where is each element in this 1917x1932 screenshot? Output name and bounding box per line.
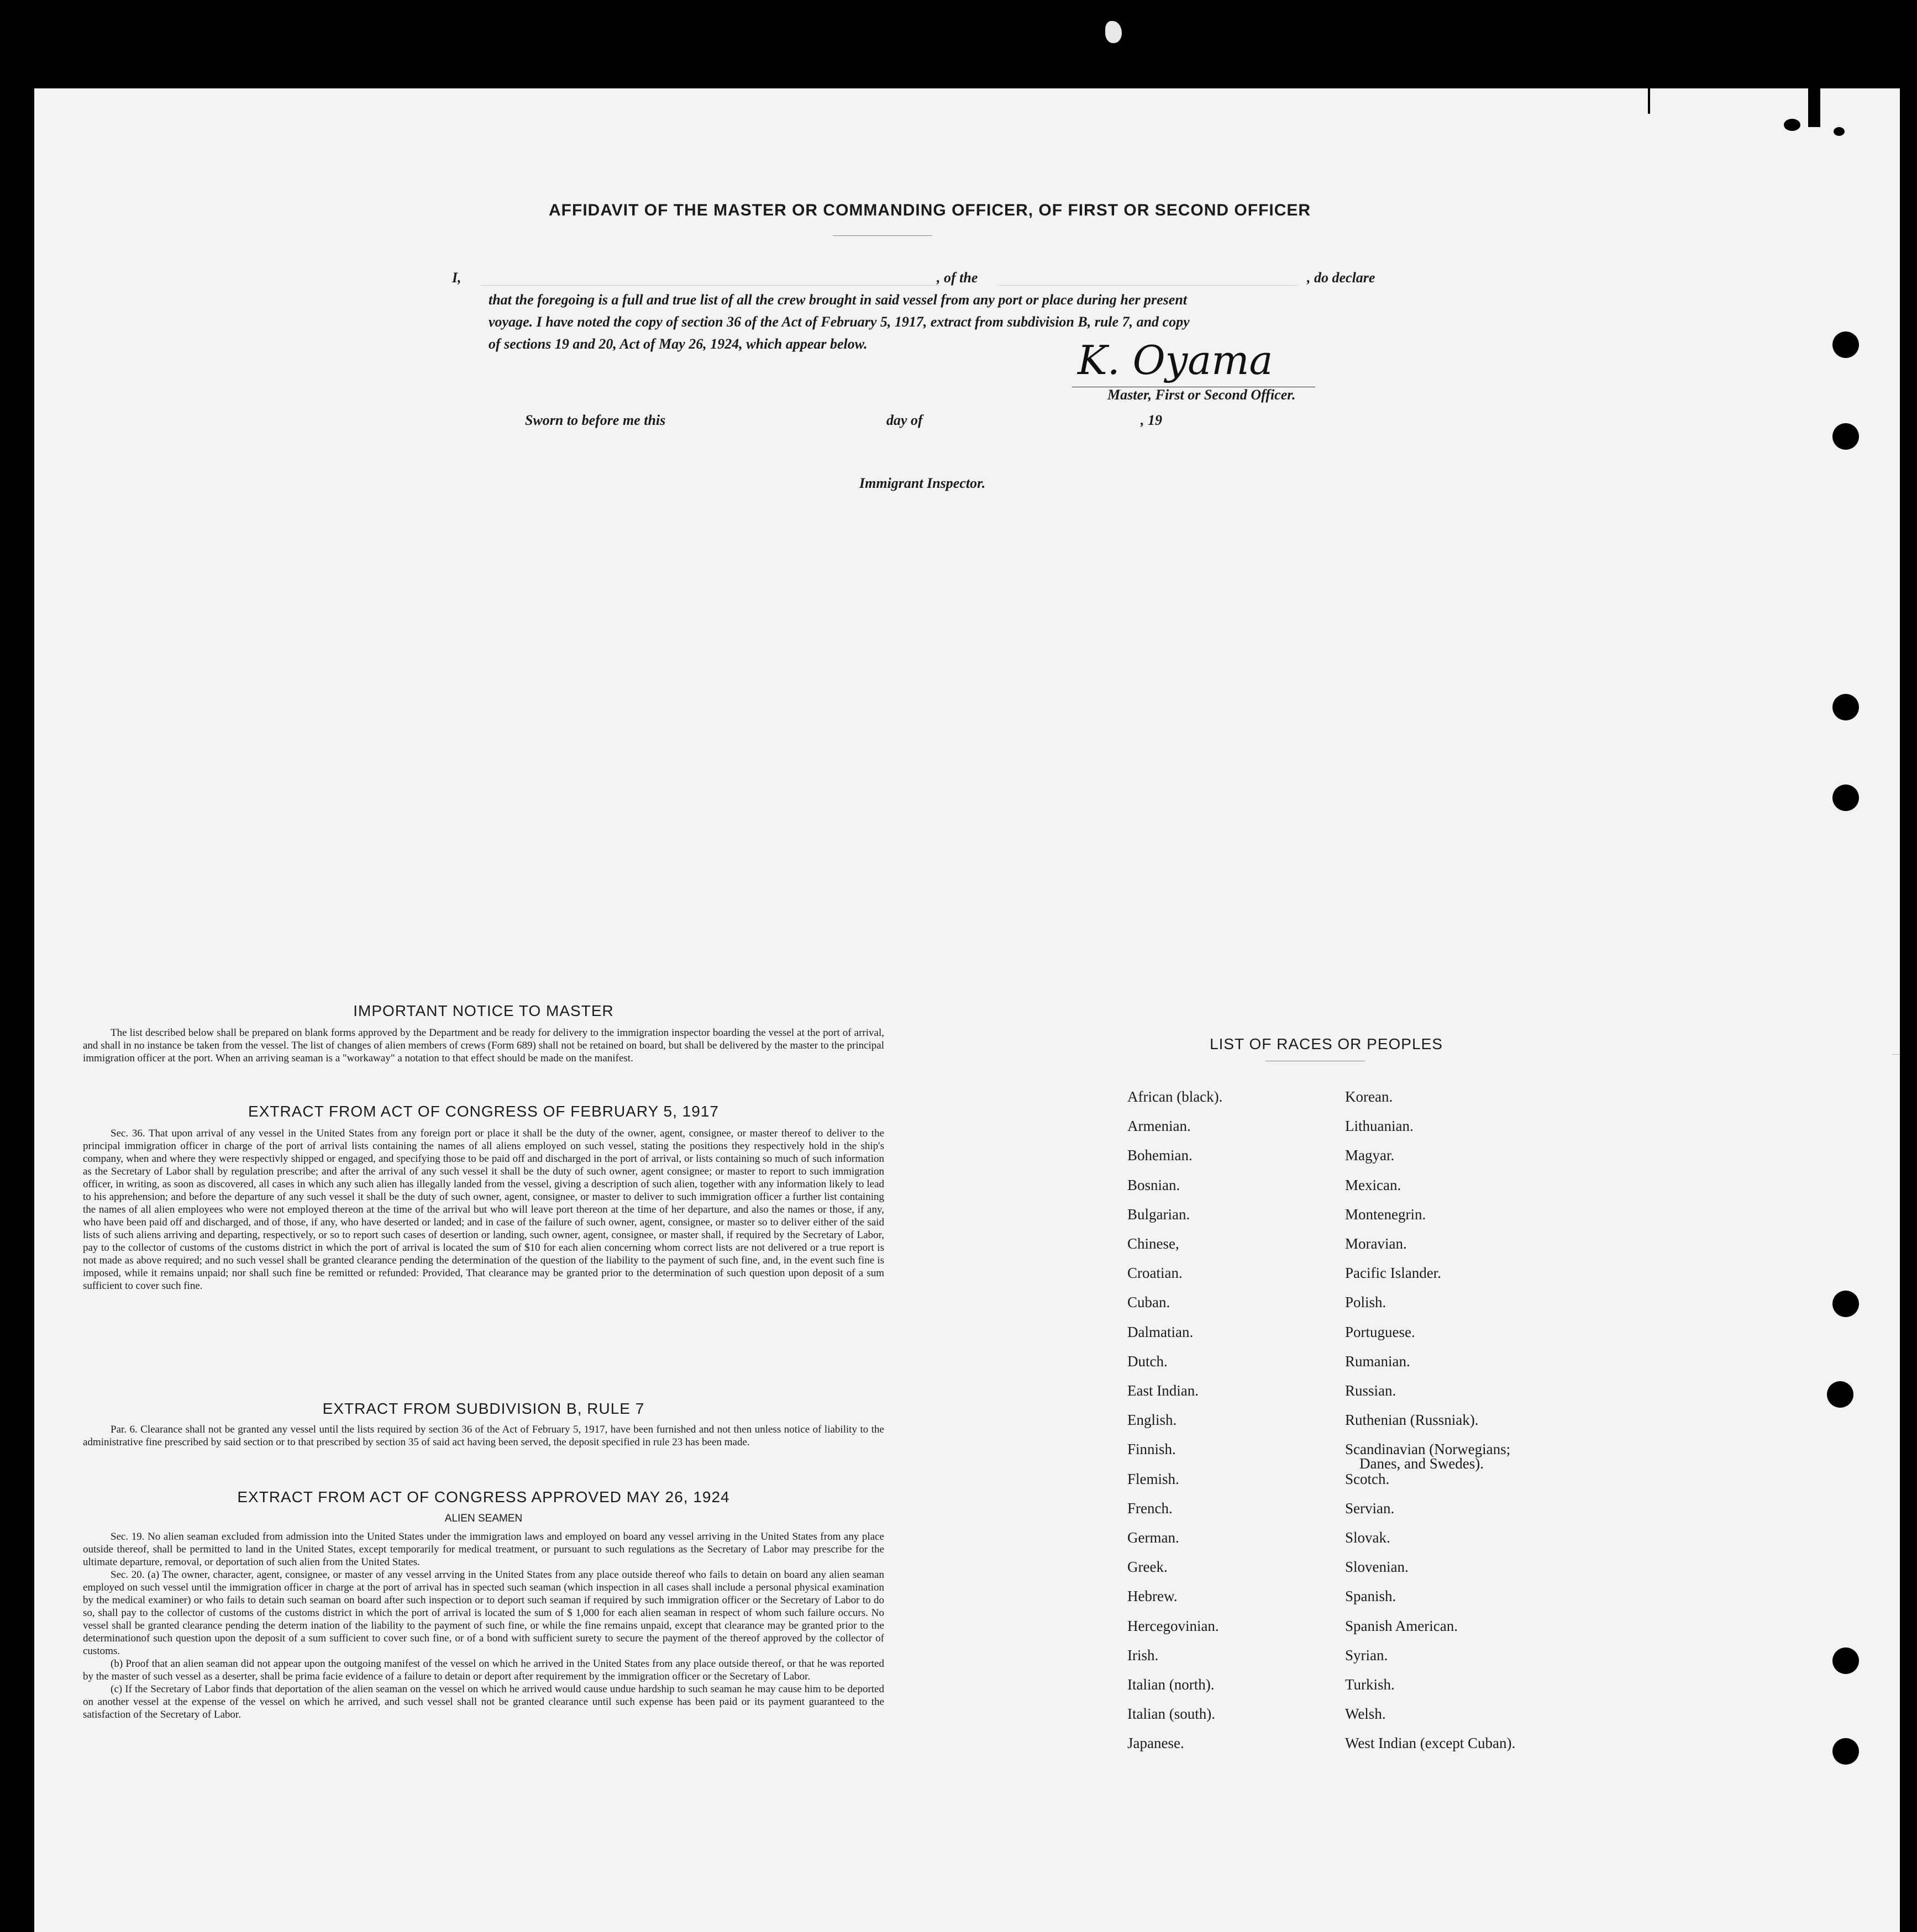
corner-mark-4 [1648, 88, 1650, 114]
race-item: Greek. [1127, 1559, 1168, 1576]
race-item: Rumanian. [1345, 1352, 1410, 1370]
sec-20a-paragraph: Sec. 20. (a) The owner, character, agent, consignee, or master of any vessel arrving in the United States from any place outside thereof who fails to detain on board any alien seaman employed on such vessel until the immigration officer in charge at the port of arrival has in spected such seaman (which inspection in all cases shall include a personal physical examination by the medical examiner) or who fails to detain such seaman on board after such inspection or to deport such seaman if required by such immigration officer or the Secretary of Labor to do so, shall pay to the collector of customs of the customs district in which the port of arrival is located the sum of $ 1,000 for each alien seaman in respect of whom such failure occurs. No vessel shall be granted clearance pending the determ ination of the liability to the payment of such fine, or while the fine remains unpaid, except that clearance may be granted prior to the determinationof such question upon the deposit of a sum sufficient to cover such fine, or of a bond with sufficient surety to secure the payment of the thereof approved by the collector of customs. [83, 1569, 884, 1657]
par-6-paragraph: Par. 6. Clearance shall not be granted any vessel until the lists required by section 36 of the Act of February 5, 1917, have been furnished and not then unless notice of liability to the administrative fine prescribed by said section or to that prescribed by section 35 of said act having been served, the deposit specified in rule 23 has been made. [83, 1424, 884, 1448]
race-item: Slovenian. [1345, 1559, 1409, 1576]
race-item: Finnish. [1127, 1441, 1176, 1458]
sworn-text: Sworn to before me this [525, 412, 666, 428]
sec-20c-paragraph: (c) If the Secretary of Labor finds that deportation of the alien seaman on the vessel on which he arrived would cause undue hardship to such seaman he may cause him to be deported on another vessel at the expense of the vessel on which he arrived, and such vessel shall not be granted clearance until such expense has been paid or its payment guaranteed to the satisfaction of the Secretary of Labor. [83, 1683, 884, 1720]
race-item: Slovak. [1345, 1529, 1390, 1546]
race-item: Russian. [1345, 1382, 1396, 1399]
corner-mark-1 [1808, 88, 1820, 127]
affidavit-title: AFFIDAVIT OF THE MASTER OR COMMANDING OFFICER, OF FIRST OR SECOND OFFICER [549, 201, 1311, 219]
punch-hole [1827, 1381, 1853, 1408]
race-item: African (black). [1127, 1088, 1223, 1105]
race-item: Scotch. [1345, 1470, 1390, 1487]
corner-mark-3 [1834, 127, 1845, 136]
race-item: Bulgarian. [1127, 1205, 1190, 1223]
sec-20b-paragraph: (b) Proof that an alien seaman did not appear upon the outgoing manifest of the vessel on which he arrived in the United States from any place outside thereof, or that he was reported by the master of such vessel as a deserter, shall be prima facie evidence of a failure to detain or deport after requirement by the immigration officer or the Secretary of Labor. [83, 1658, 884, 1682]
race-item: Japanese. [1127, 1735, 1184, 1752]
races-title: LIST OF RACES OR PEOPLES [1210, 1035, 1443, 1052]
race-item: Welsh. [1345, 1705, 1386, 1723]
race-item: Syrian. [1345, 1646, 1388, 1663]
inspector-text: Immigrant Inspector. [859, 475, 986, 491]
rule-7-text [83, 1423, 884, 1449]
race-item: Mexican. [1345, 1176, 1401, 1193]
vessel-blank [997, 285, 1299, 286]
race-item: French. [1127, 1499, 1173, 1517]
race-item: Italian (south). [1127, 1705, 1215, 1723]
race-item: Hercegovinian. [1127, 1617, 1219, 1634]
punch-hole [1832, 1291, 1859, 1317]
race-item: Magyar. [1345, 1147, 1395, 1164]
extract-1917-title: EXTRACT FROM ACT OF CONGRESS OF FEBRUARY 5, 1917 [248, 1103, 719, 1120]
race-item: West Indian (except Cuban). [1345, 1735, 1516, 1752]
extract-1924-title: EXTRACT FROM ACT OF CONGRESS APPROVED MAY 26, 1924 [237, 1488, 730, 1505]
race-item: Montenegrin. [1345, 1205, 1426, 1223]
punch-hole [1832, 1738, 1859, 1765]
affidavit-i: I, [452, 270, 461, 286]
race-item: German. [1127, 1529, 1179, 1546]
race-item: Dalmatian. [1127, 1323, 1194, 1340]
notice-title: IMPORTANT NOTICE TO MASTER [353, 1002, 614, 1019]
day-of-text: day of [886, 412, 923, 428]
race-item: Flemish. [1127, 1470, 1179, 1487]
year-text: , 19 [1141, 412, 1162, 428]
sec-36-paragraph: Sec. 36. That upon arrival of any vessel in the United States from any foreign port or place it shall be the duty of the owner, agent, consignee, or master thereof to deliver to the principal immigration officer in charge of the port of arrival lists containing the names of all aliens employed on such vessel, stating the positions they respectively hold in the ship's company, when and where they were respectivly shipped or engaged, and specifying those to be paid off and discharged in the port of arrival, or lists containing so much of such information as the Secretary of Labor shall by regulation prescribe; and after the arrival of any such vessel it shall be the duty of such owner, agent consignee; or master to report to such immigration officer, in writing, as soon as discovered, all cases in which any such alien has illegally landed from the vessel, giving a description of such alien, together with any information likely to lead to his apprehension; and before the departure of any such vessel it shall be the duty of such owner, agent, consignee, or master to deliver to such immigration officer a further list containing the names of all alien employees who were not employed thereon at the time of the arrival but who will leave port thereon at the time of her departure, and also the names or those, if any, who have been paid off and discharged, and of those, if any, who have deserted or landed; and in case of the failure of such owner, agent, consignee, or master so to deliver either of the said lists of such aliens arriving and departing, respectively, or so to report such cases of desertion or landing, such owner, agent, consignee, or master shall, if required by the Secretary of Labor, pay to the collector of customs of the customs district in which the port of arrival is located the sum of $10 for each alien concerning whom correct lists are not delivered or a true report is not made as above required; and no such vessel shall be granted clearance pending the determination of the question of the liability to the payment of such fine, and, in the event such fine is imposed, while it remains unpaid; nor shall such fine be remitted or refunded: Provided, That clearance may be granted prior to the determination of such question upon deposit of a sum sufficient to cover such fine. [83, 1128, 884, 1292]
race-item: East Indian. [1127, 1382, 1199, 1399]
race-item: Italian (north). [1127, 1676, 1215, 1693]
alien-seamen-subtitle: ALIEN SEAMEN [444, 1513, 523, 1524]
race-item: Bosnian. [1127, 1176, 1180, 1193]
signature-caption: Master, First or Second Officer. [1107, 387, 1296, 403]
punch-hole [1832, 1647, 1859, 1674]
race-item: Spanish. [1345, 1588, 1396, 1605]
signature: K. Oyama [1078, 337, 1273, 383]
punch-hole [1832, 785, 1859, 811]
race-item: Croatian. [1127, 1265, 1183, 1282]
race-item: Portuguese. [1345, 1323, 1415, 1340]
race-item: Pacific Islander. [1345, 1265, 1441, 1282]
punch-hole [1832, 331, 1859, 358]
race-item: Ruthenian (Russniak). [1345, 1412, 1479, 1429]
race-item: Bohemian. [1127, 1147, 1193, 1164]
sec-19-paragraph: Sec. 19. No alien seaman excluded from admission into the United States under the immigration laws and employed on board any vessel arriving in the United States from any place outside thereof, shall be permitted to land in the United States, except temporarily for medical treatment, or pursuant to such regulations as the Secretary of Labor may prescribe for the ultimate departure, removal, or deportation of such alien from the United States. [83, 1531, 884, 1568]
notice-text [83, 1026, 884, 1065]
affidavit-line2: that the foregoing is a full and true list of all the crew brought in said vessel from any port or place during her present [489, 292, 1188, 308]
race-item: Armenian. [1127, 1118, 1191, 1135]
punch-hole [1832, 423, 1859, 450]
race-item: Irish. [1127, 1646, 1159, 1663]
punch-hole [1832, 694, 1859, 720]
race-item: Dutch. [1127, 1352, 1168, 1370]
extract-1924-text [83, 1530, 884, 1721]
rule-7-title: EXTRACT FROM SUBDIVISION B, RULE 7 [322, 1400, 645, 1417]
corner-mark-2 [1784, 119, 1800, 131]
fold-mark [1105, 21, 1122, 43]
race-item: Lithuanian. [1345, 1118, 1414, 1135]
affidavit-line3: voyage. I have noted the copy of section 36 of the Act of February 5, 1917, extract from subdivision B, rule 7, and copy [489, 314, 1190, 330]
race-item: Polish. [1345, 1294, 1386, 1311]
race-item: Spanish American. [1345, 1617, 1458, 1634]
affidavit-line4: of sections 19 and 20, Act of May 26, 1924, which appear below. [489, 336, 868, 352]
paper-edge [1892, 1054, 1900, 1055]
race-item: Chinese, [1127, 1235, 1179, 1252]
race-item: English. [1127, 1412, 1177, 1429]
affidavit-of-the: , of the [937, 270, 978, 286]
race-item: Moravian. [1345, 1235, 1407, 1252]
extract-1917-text [83, 1127, 884, 1292]
name-blank [481, 285, 939, 286]
race-item: Cuban. [1127, 1294, 1170, 1311]
race-item: Servian. [1345, 1499, 1395, 1517]
notice-paragraph: The list described below shall be prepared on blank forms approved by the Department and be ready for delivery to the immigration inspector boarding the vessel at the port of arrival, and shall in no instance be taken from the vessel. The list of changes of alien members of crews (Form 689) shall not be retained on board, but shall be delivered by the master to the principal immigration officer at the port. When an arriving seaman is a "workaway" a notation to that effect should be made on the manifest. [83, 1027, 884, 1064]
race-item: Scandinavian (Norwegians; [1345, 1441, 1511, 1458]
affidavit-declare: , do declare [1307, 270, 1375, 286]
title-rule [833, 235, 932, 236]
race-item: Danes, and Swedes). [1359, 1455, 1484, 1472]
race-item: Hebrew. [1127, 1588, 1178, 1605]
race-item: Turkish. [1345, 1676, 1395, 1693]
race-item: Korean. [1345, 1088, 1393, 1105]
